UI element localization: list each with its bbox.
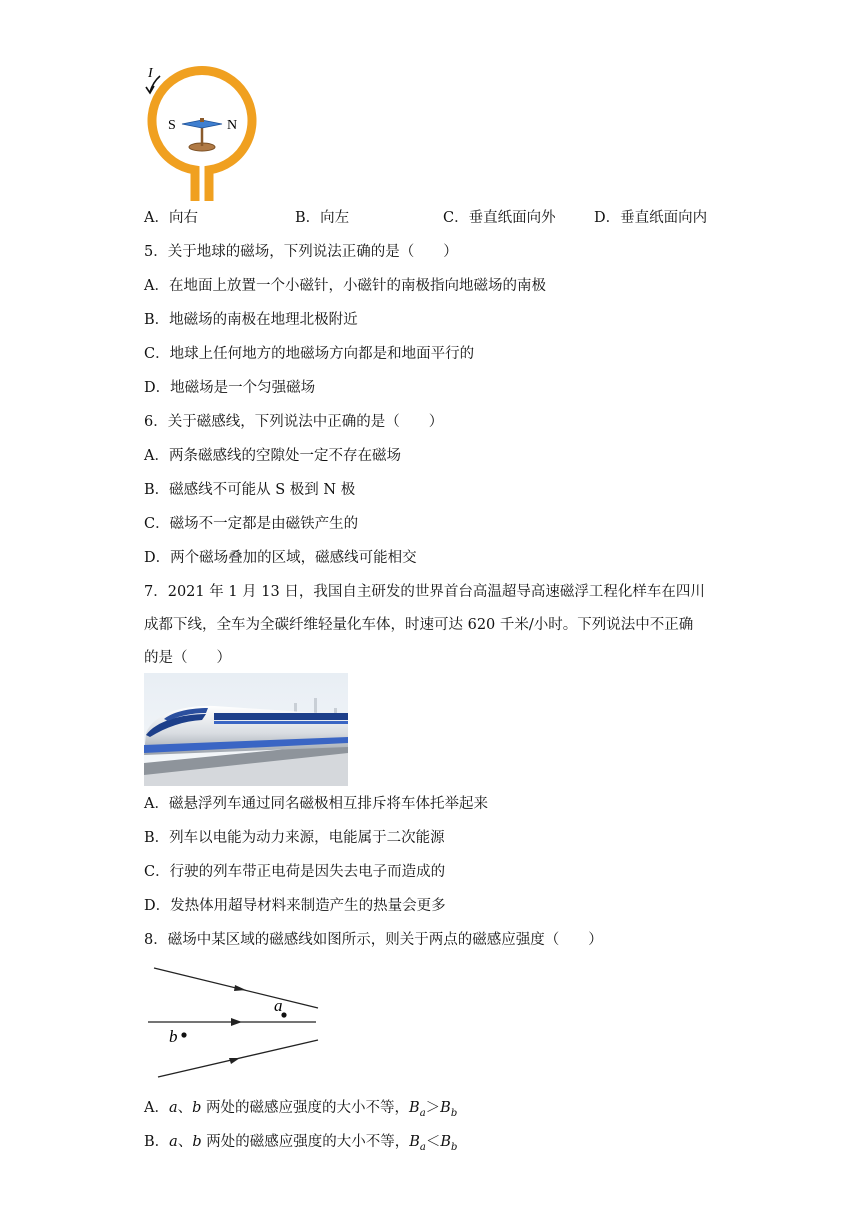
q4-option-d: D．垂直纸面向内 bbox=[594, 210, 708, 226]
train-body bbox=[144, 706, 348, 755]
subscript-a: a bbox=[419, 1107, 426, 1119]
q4-option-c: C．垂直纸面向外 bbox=[443, 210, 556, 226]
q5-option-c: C．地球上任何地方的地磁场方向都是和地面平行的 bbox=[144, 346, 475, 362]
q5-stem: 5．关于地球的磁场，下列说法正确的是（ ） bbox=[144, 244, 458, 260]
q6-option-c: C．磁场不一定都是由磁铁产生的 bbox=[144, 516, 359, 532]
option-prefix: A． bbox=[144, 1100, 169, 1116]
q6-option-d: D．两个磁场叠加的区域，磁感线可能相交 bbox=[144, 550, 417, 566]
q7-option-d: D．发热体用超导材料来制造产生的热量会更多 bbox=[144, 898, 446, 914]
compass bbox=[182, 118, 222, 151]
subscript-b: b bbox=[451, 1141, 458, 1153]
subscript-b: b bbox=[450, 1107, 458, 1119]
var-b: b bbox=[192, 1134, 202, 1150]
q8-option-b bbox=[144, 1132, 457, 1158]
label-a: a bbox=[274, 996, 283, 1015]
q7-stem-line-1: 7．2021 年 1 月 13 日，我国自主研发的世界首台高温超导高速磁浮工程化样车在四川 bbox=[144, 584, 705, 600]
current-label: I bbox=[148, 66, 153, 81]
q8-option-a bbox=[144, 1098, 457, 1124]
q4-option-b: B．向左 bbox=[295, 210, 350, 226]
q5-option-a: A．在地面上放置一个小磁针，小磁针的南极指向地磁场的南极 bbox=[144, 278, 546, 294]
q6-option-b: B．磁感线不可能从 S 极到 N 极 bbox=[144, 482, 356, 498]
relation: ＜ bbox=[425, 1134, 441, 1150]
var-B: B bbox=[440, 1100, 451, 1116]
maglev-train-photo bbox=[144, 673, 348, 786]
var-B: B bbox=[440, 1134, 451, 1150]
separator: 、 bbox=[177, 1100, 193, 1116]
var-B: B bbox=[409, 1134, 420, 1150]
q6-option-a: A．两条磁感线的空隙处一定不存在磁场 bbox=[144, 448, 401, 464]
q7-stem-line-2: 成都下线，全车为全碳纤维轻量化车体，时速可达 620 千米/小时。下列说法中不正确 bbox=[144, 617, 694, 633]
label-b: b bbox=[169, 1027, 178, 1046]
option-text: 两处的磁感应强度的大小不等， bbox=[201, 1134, 410, 1150]
var-b: b bbox=[192, 1100, 202, 1116]
q7-option-a: A．磁悬浮列车通过同名磁极相互排斥将车体托举起来 bbox=[144, 796, 488, 812]
var-a: a bbox=[169, 1134, 178, 1150]
field-lines-figure bbox=[144, 960, 324, 1085]
q7-option-c: C．行驶的列车带正电荷是因失去电子而造成的 bbox=[144, 864, 446, 880]
q5-option-b: B．地磁场的南极在地理北极附近 bbox=[144, 312, 358, 328]
compass-south-label: S bbox=[168, 118, 176, 133]
current-loop-figure bbox=[140, 60, 265, 202]
var-a: a bbox=[168, 1100, 178, 1116]
option-text: 两处的磁感应强度的大小不等， bbox=[201, 1100, 410, 1116]
q5-option-d: D．地磁场是一个匀强磁场 bbox=[144, 380, 316, 396]
option-prefix: B． bbox=[144, 1134, 170, 1150]
q8-stem: 8．磁场中某区域的磁感线如图所示，则关于两点的磁感应强度（ ） bbox=[144, 932, 603, 948]
q7-option-b: B．列车以电能为动力来源，电能属于二次能源 bbox=[144, 830, 445, 846]
q4-option-a: A．向右 bbox=[144, 210, 198, 226]
point-b bbox=[181, 1032, 186, 1037]
var-B: B bbox=[409, 1100, 420, 1116]
q6-stem: 6．关于磁感线，下列说法中正确的是（ ） bbox=[144, 414, 444, 430]
separator: 、 bbox=[177, 1134, 193, 1150]
subscript-a: a bbox=[419, 1141, 426, 1153]
compass-north-label: N bbox=[227, 118, 238, 133]
relation: ＞ bbox=[425, 1100, 441, 1116]
q7-stem-line-3: 的是（ ） bbox=[144, 650, 231, 666]
